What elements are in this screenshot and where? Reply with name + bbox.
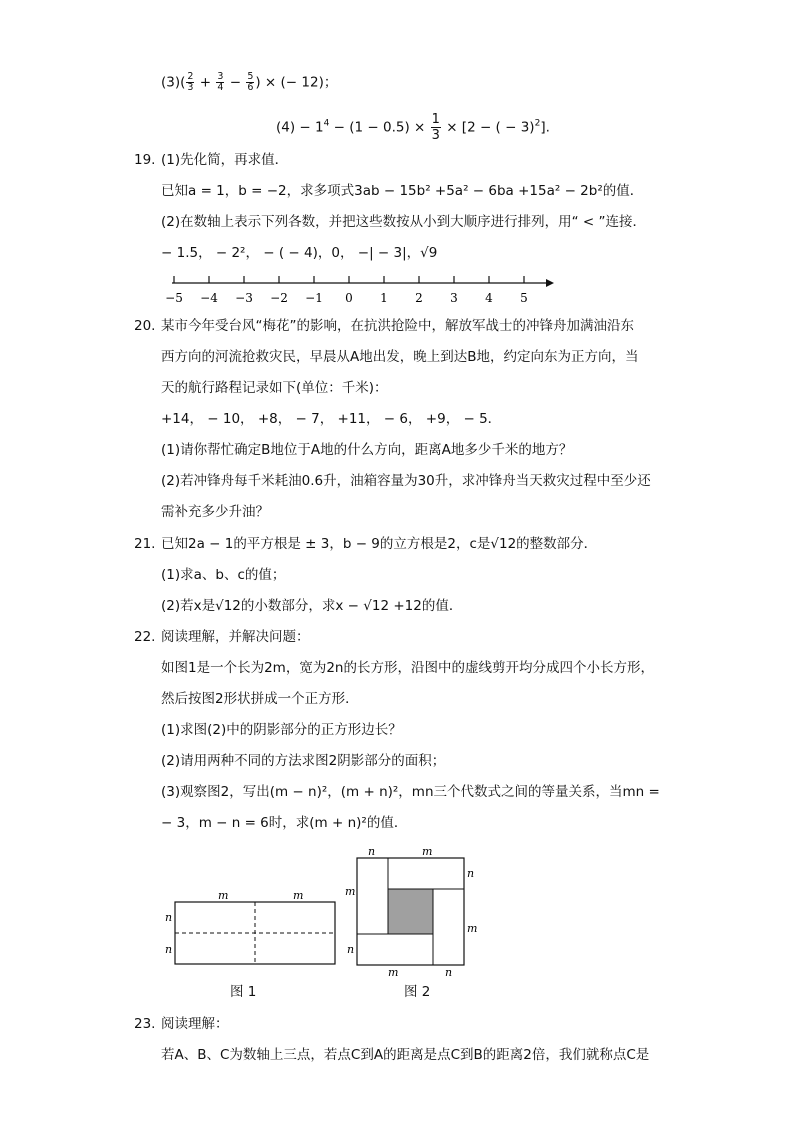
problem-19-part2-text: (2)在数轴上表示下列各数，并把这些数按从小到大顺序进行排列，用“ < ”连接．	[161, 214, 647, 230]
problem-20-number: 20.	[134, 318, 156, 334]
figure-2-caption: 图 2	[404, 984, 431, 1000]
problem-23-text: 若A、B、C为数轴上三点，若点C到A的距离是点C到B的距离2倍，我们就称点C是	[161, 1047, 650, 1063]
figure-2-square	[340, 843, 490, 978]
problem-21-question-2: (2)若x是√12的小数部分，求x − √12 +12的值．	[161, 598, 463, 614]
problem-20-question-2b: 需补充多少升油？	[161, 504, 269, 520]
arrow-head-icon	[546, 279, 554, 287]
problem-20-question-2a: (2)若冲锋舟每千米耗油0.6升，油箱容量为30升，求冲锋舟当天救灾过程中至少还	[161, 473, 651, 489]
problem-22-text-1: 如图1是一个长为2m，宽为2n的长方形，沿图中的虚线剪开均分成四个小长方形，	[161, 660, 654, 676]
problem-20-record: +14， − 10， +8， − 7， +11， − 6， +9， − 5．	[161, 411, 502, 427]
label-n-left-bottom: n	[347, 943, 355, 956]
problem-22-question-2: (2)请用两种不同的方法求图2阴影部分的面积；	[161, 753, 446, 769]
problem-23-number: 23.	[134, 1016, 156, 1032]
axis-tick-label: 3	[450, 291, 458, 305]
axis-tick-label: 0	[345, 291, 353, 305]
problem-22-question-3a: (3)观察图2，写出(m − n)²，(m + n)²，mn三个代数式之间的等量关系，当mn =	[161, 784, 660, 800]
problem-22-question-3b: − 3，m − n = 6时，求(m + n)²的值．	[161, 815, 408, 831]
problem-22-number: 22.	[134, 629, 156, 645]
label-n-bottom: n	[165, 943, 173, 956]
label-n-top-left: n	[368, 845, 376, 858]
axis-tick-label: −4	[200, 291, 218, 305]
label-m-left: m	[218, 889, 229, 902]
label-m-top: m	[422, 845, 433, 858]
number-line-figure	[160, 270, 560, 312]
label-m-left: m	[345, 885, 356, 898]
problem-21-text: 已知2a − 1的平方根是 ± 3，b − 9的立方根是2，c是√12的整数部分．	[161, 536, 598, 552]
label-n-bottom-right: n	[445, 966, 453, 978]
problem-21-number: 21.	[134, 536, 156, 552]
problem-22-question-1: (1)求图(2)中的阴影部分的正方形边长？	[161, 722, 402, 738]
axis-tick-label: −1	[305, 291, 323, 305]
problem-19-numbers: − 1.5， − 2²， − ( − 4)，0， −| − 3|，√9	[161, 245, 438, 261]
label-n-top: n	[165, 911, 173, 924]
problem-20-text-1: 某市今年受台风“梅花”的影响，在抗洪抢险中，解放军战士的冲锋舟加满油沿东	[161, 318, 634, 334]
problem-19-part1-title: (1)先化简，再求值．	[161, 152, 289, 168]
figure-1-rectangle	[160, 885, 360, 970]
problem-20-question-1: (1)请你帮忙确定B地位于A地的什么方向，距离A地多少千米的地方？	[161, 442, 573, 458]
problem-19-part1-text: 已知a = 1，b = −2，求多项式3ab − 15b² +5a² − 6ba +15a² − 2b²的值．	[161, 183, 644, 199]
problem-20-text-2: 西方向的河流抢救灾民，早晨从A地出发，晚上到达B地，约定向东为正方向，当	[161, 349, 639, 365]
label-n-right-top: n	[467, 867, 475, 880]
problem-18-part-4: $(4) - 1^4 - (1 - 0.5)$ × $\frac{1}{3}$ × [2 − ( − 3)$^2$].	[276, 112, 550, 143]
axis-tick-label: 1	[380, 291, 388, 305]
problem-20-text-3: 天的航行路程记录如下(单位：千米)：	[161, 380, 388, 396]
figure-1-caption: 图 1	[230, 984, 257, 1000]
label-m-right: m	[293, 889, 304, 902]
problem-18-part-3: (3)( $\frac{2}{3}$ + $\frac{3}{4}$ − $\frac{5}{6}$ ) × (− 12)；	[161, 71, 338, 93]
axis-tick-label: −5	[165, 291, 183, 305]
axis-tick-label: 2	[415, 291, 423, 305]
shaded-center-square	[388, 889, 433, 934]
label-m-right: m	[467, 922, 478, 935]
problem-22-text-2: 然后按图2形状拼成一个正方形．	[161, 691, 359, 707]
axis-tick-label: 5	[520, 291, 528, 305]
problem-21-question-1: (1)求a、b、c的值；	[161, 567, 286, 583]
problem-22-title: 阅读理解，并解决问题：	[161, 629, 310, 645]
problem-23-title: 阅读理解：	[161, 1016, 229, 1032]
problem-19-number: 19.	[134, 152, 156, 168]
axis-tick-label: −2	[270, 291, 288, 305]
axis-tick-label: −3	[235, 291, 253, 305]
axis-tick-label: 4	[485, 291, 493, 305]
label-m-bottom: m	[388, 966, 399, 978]
